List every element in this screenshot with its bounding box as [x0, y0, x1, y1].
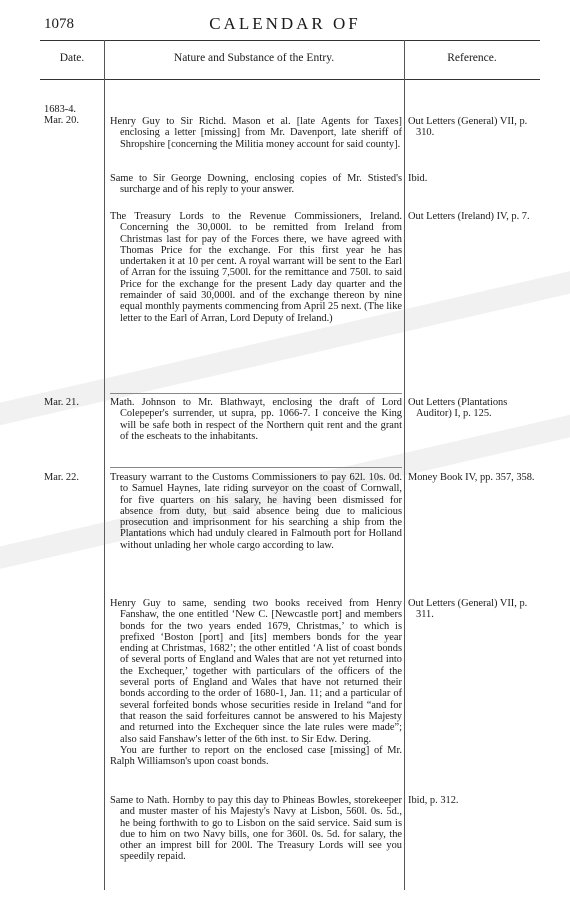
entry-reference: Out Letters (Plantations Auditor) I, p. 125.	[408, 397, 508, 420]
entry-separator	[110, 467, 402, 468]
entry-date: Mar. 22.	[44, 472, 79, 483]
entry-reference: Ibid.	[408, 173, 428, 184]
header-rule-bottom	[40, 79, 540, 80]
entry-paragraph: You are further to report on the enclosed case [missing] of Mr. Ralph Williamson's upon coast bonds.	[110, 744, 402, 768]
entry-text	[110, 211, 402, 324]
entry-text	[110, 116, 402, 150]
column-header-date: Date.	[59, 52, 85, 64]
entry-date: Mar. 21.	[44, 397, 79, 408]
page-number: 1078	[44, 16, 74, 32]
column-header-nature: Nature and Substance of the Entry.	[173, 52, 335, 64]
entry-separator	[110, 393, 402, 394]
column-divider-left	[104, 40, 105, 890]
entry-text	[110, 795, 402, 863]
header-rule-top	[40, 40, 540, 41]
entry-paragraph: Treasury warrant to the Customs Commissioners to pay 62l. 10s. 0d. to Samuel Haynes, late riding surveyor on the coast of Cornwall, for five quarters on his salary, he having been dismissed for absence from duty, but said absence being due to malicious prosecution and imprisonment for his searching a ship from the Plantations which had unduly cleared in Falmouth port for Holland without unlading her whole cargo according to law.	[110, 472, 402, 551]
entry-reference: Out Letters (General) VII, p. 310.	[408, 116, 528, 139]
entry-reference: Out Letters (General) VII, p. 311.	[408, 598, 528, 621]
entry-paragraph: Same to Sir George Downing, enclosing copies of Mr. Stisted's surcharge and of his reply to your answer.	[110, 173, 402, 196]
entry-text	[110, 472, 402, 551]
entry-paragraph: The Treasury Lords to the Revenue Commissioners, Ireland. Concerning the 30,000l. to be remitted from Ireland from Christmas last for pay of the Forces there, we have agreed with Thomas Price for the exchange. For this first year he has undertaken it at 10 per cent. A royal warrant will be sent to the Earl of Arran for the issuing 7,500l. for the remittance and 750l. to said Price for the exchange for the present Lady day quarter and the remainder of said 30,000l. and of the exchange thereon by nine equal monthly payments commencing from April 25 next. (The like letter to the Earl of Arran, Lord Deputy of Ireland.)	[110, 211, 402, 324]
entry-text	[110, 173, 402, 196]
entry-reference: Out Letters (Ireland) IV, p. 7.	[408, 211, 530, 222]
entry-paragraph: Henry Guy to same, sending two books received from Henry Fanshaw, the one entitled ‘New C. [Newcastle port] and members bonds for the two years ended 1679, Christmas,’ to which is prefixed ‘Boston [port] and [its] members bonds for the year ending at Christmas, 1682’; the other entitled ‘A list of coast bonds of several ports of England and Wales that are not yet returned into the Exchequer,’ together with particulars of the officers of the several ports of England and Wales that have not returned their bonds according to the order of 1680-1, Jan. 11; and a particular of several forfeited bonds whose securities reside in Ireland “and for that reason the said forfeitures cannot be answered to his Majesty and returned into the Exchequer since the late rules were made”; also said Fanshaw's letter of the 6th inst. to Sir Edw. Dering.	[110, 598, 402, 745]
entry-paragraph: Henry Guy to Sir Richd. Mason et al. [late Agents for Taxes] enclosing a letter [missing] from Mr. Davenport, late sheriff of Shropshire [concerning the Militia money account for said county].	[110, 116, 402, 150]
entry-paragraph: Same to Nath. Hornby to pay this day to Phineas Bowles, storekeeper and muster master of his Majesty's Navy at Lisbon, 560l. 0s. 5d., he being forthwith to go to Lisbon on the said service. Said sum is due to him on two Navy bills, one for 360l. 0s. 5d. for salary, the other an imprest bill for 200l. The Treasury Lords will see you speedily repaid.	[110, 795, 402, 863]
entry-date: 1683-4. Mar. 20.	[44, 104, 79, 127]
entry-reference: Ibid, p. 312.	[408, 795, 459, 806]
entry-reference: Money Book IV, pp. 357, 358.	[408, 472, 535, 483]
entry-text	[110, 397, 402, 442]
column-divider-right	[404, 40, 405, 890]
column-header-reference: Reference.	[447, 52, 497, 64]
entry-text	[110, 598, 402, 767]
running-title: CALENDAR OF	[209, 14, 361, 33]
entry-paragraph: Math. Johnson to Mr. Blathwayt, enclosing the draft of Lord Colepeper's surrender, ut supra, pp. 1066-7. I conceive the King will be safe both in respect of the Northern quit rent and the grant of the escheats to the inhabitants.	[110, 397, 402, 442]
